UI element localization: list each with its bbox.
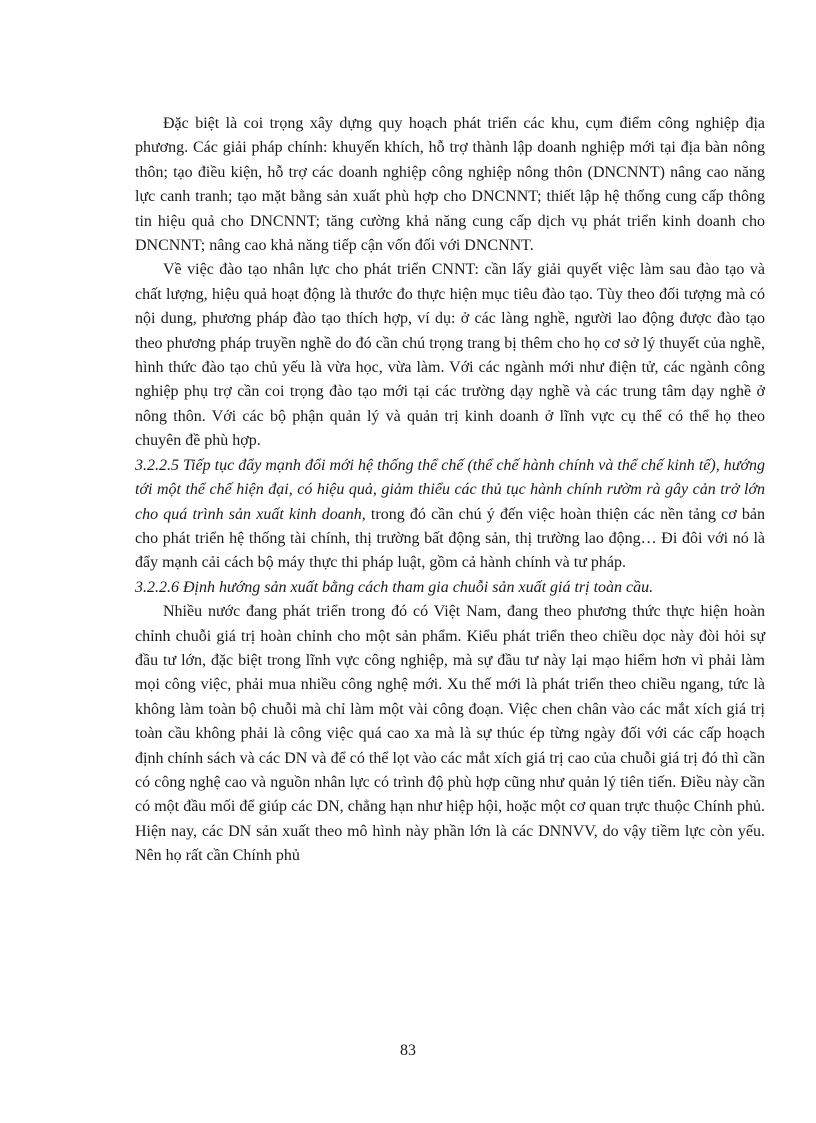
section-3-2-2-5-body: trong đó cần chú ý đến việc hoàn thiện các nền tảng cơ bản cho phát triển hệ thống tài chính, thị trường bất động sản, thị trường lao động… Đi đôi với nó là đẩy mạnh cải cách bộ máy thực thi pháp luật, gồm cả hành chính và tư pháp.: [135, 505, 765, 572]
paragraph-global-value-chain: Nhiều nước đang phát triển trong đó có Việt Nam, đang theo phương thức thực hiện hoàn chỉnh chuỗi giá trị hoàn chỉnh cho một sản phẩm. Kiểu phát triển theo chiều dọc này đòi hỏi sự đầu tư lớn, đặc biệt trong lĩnh vực công nghiệp, mà sự đầu tư này lại mạo hiểm hơn vì phải làm mọi công việc, phải mua nhiều công nghệ mới. Xu thế mới là phát triển theo chiều ngang, tức là không làm toàn bộ chuỗi mà chỉ làm một vài công đoạn. Việc chen chân vào các mắt xích giá trị toàn cầu không phải là công việc quá cao xa mà là sự thúc ép từng ngày đối với các cấp hoạch định chính sách và các DN và để có thể lọt vào các mắt xích giá trị cao của chuỗi giá trị đó thì cần có công nghệ cao và nguồn nhân lực có trình độ phù hợp cũng như quản lý tiên tiến. Điều này cần có một đầu mối để giúp các DN, chẳng hạn như hiệp hội, hoặc một cơ quan trực thuộc Chính phủ. Hiện nay, các DN sản xuất theo mô hình này phần lớn là các DNNVV, do vậy tiềm lực còn yếu. Nên họ rất cần Chính phủ: [135, 603, 765, 865]
page-content: [135, 112, 765, 869]
paragraph-industrial-zones: Đặc biệt là coi trọng xây dựng quy hoạch phát triển các khu, cụm điểm công nghiệp địa phương. Các giải pháp chính: khuyến khích, hỗ trợ thành lập doanh nghiệp mới tại địa bàn nông thôn; tạo điều kiện, hỗ trợ các doanh nghiệp công nghiệp nông thôn (DNCNNT) nâng cao năng lực canh tranh; tạo mặt bằng sản xuất phù hợp cho DNCNNT; thiết lập hệ thống cung cấp thông tin hiệu quả cho DNCNNT; tăng cường khả năng cung cấp dịch vụ phát triển kinh doanh cho DNCNNT; nâng cao khả năng tiếp cận vốn đối với DNCNNT.: [135, 115, 765, 255]
page-number: 83: [400, 1042, 416, 1059]
section-3-2-2-6-heading: 3.2.2.6 Định hướng sản xuất bằng cách tham gia chuỗi sản xuất giá trị toàn cầu.: [135, 578, 654, 596]
section-3-2-2-5-heading: 3.2.2.5 Tiếp tục đẩy mạnh đổi mới hệ thống thể chế (thể chế hành chính và thể chế kinh tế), hướng tới một thể chế hiện đại, có hiệu quả, giảm thiểu các thủ tục hành chính rườm rà gây cản trở lớn cho quá trình sản xuất kinh doanh,: [135, 456, 765, 523]
section-3-2-2-5: [135, 454, 765, 576]
paragraph-workforce-training: Về việc đào tạo nhân lực cho phát triển CNNT: cần lấy giải quyết việc làm sau đào tạo và chất lượng, hiệu quả hoạt động là thước đo thực hiện mục tiêu đào tạo. Tùy theo đối tượng mà có nội dung, phương pháp đào tạo thích hợp, ví dụ: ở các làng nghề, người lao động được đào tạo theo phương pháp truyền nghề do đó cần chú trọng trang bị thêm cho họ cơ sở lý thuyết của nghề, hình thức đào tạo chủ yếu là vừa học, vừa làm. Với các ngành mới như điện tử, các ngành công nghiệp phụ trợ cần coi trọng đào tạo mới tại các trường dạy nghề và các trung tâm dạy nghề ở nông thôn. Với các bộ phận quản lý và quản trị kinh doanh ở lĩnh vực cụ thể có thể họ theo chuyên đề phù hợp.: [135, 261, 765, 450]
